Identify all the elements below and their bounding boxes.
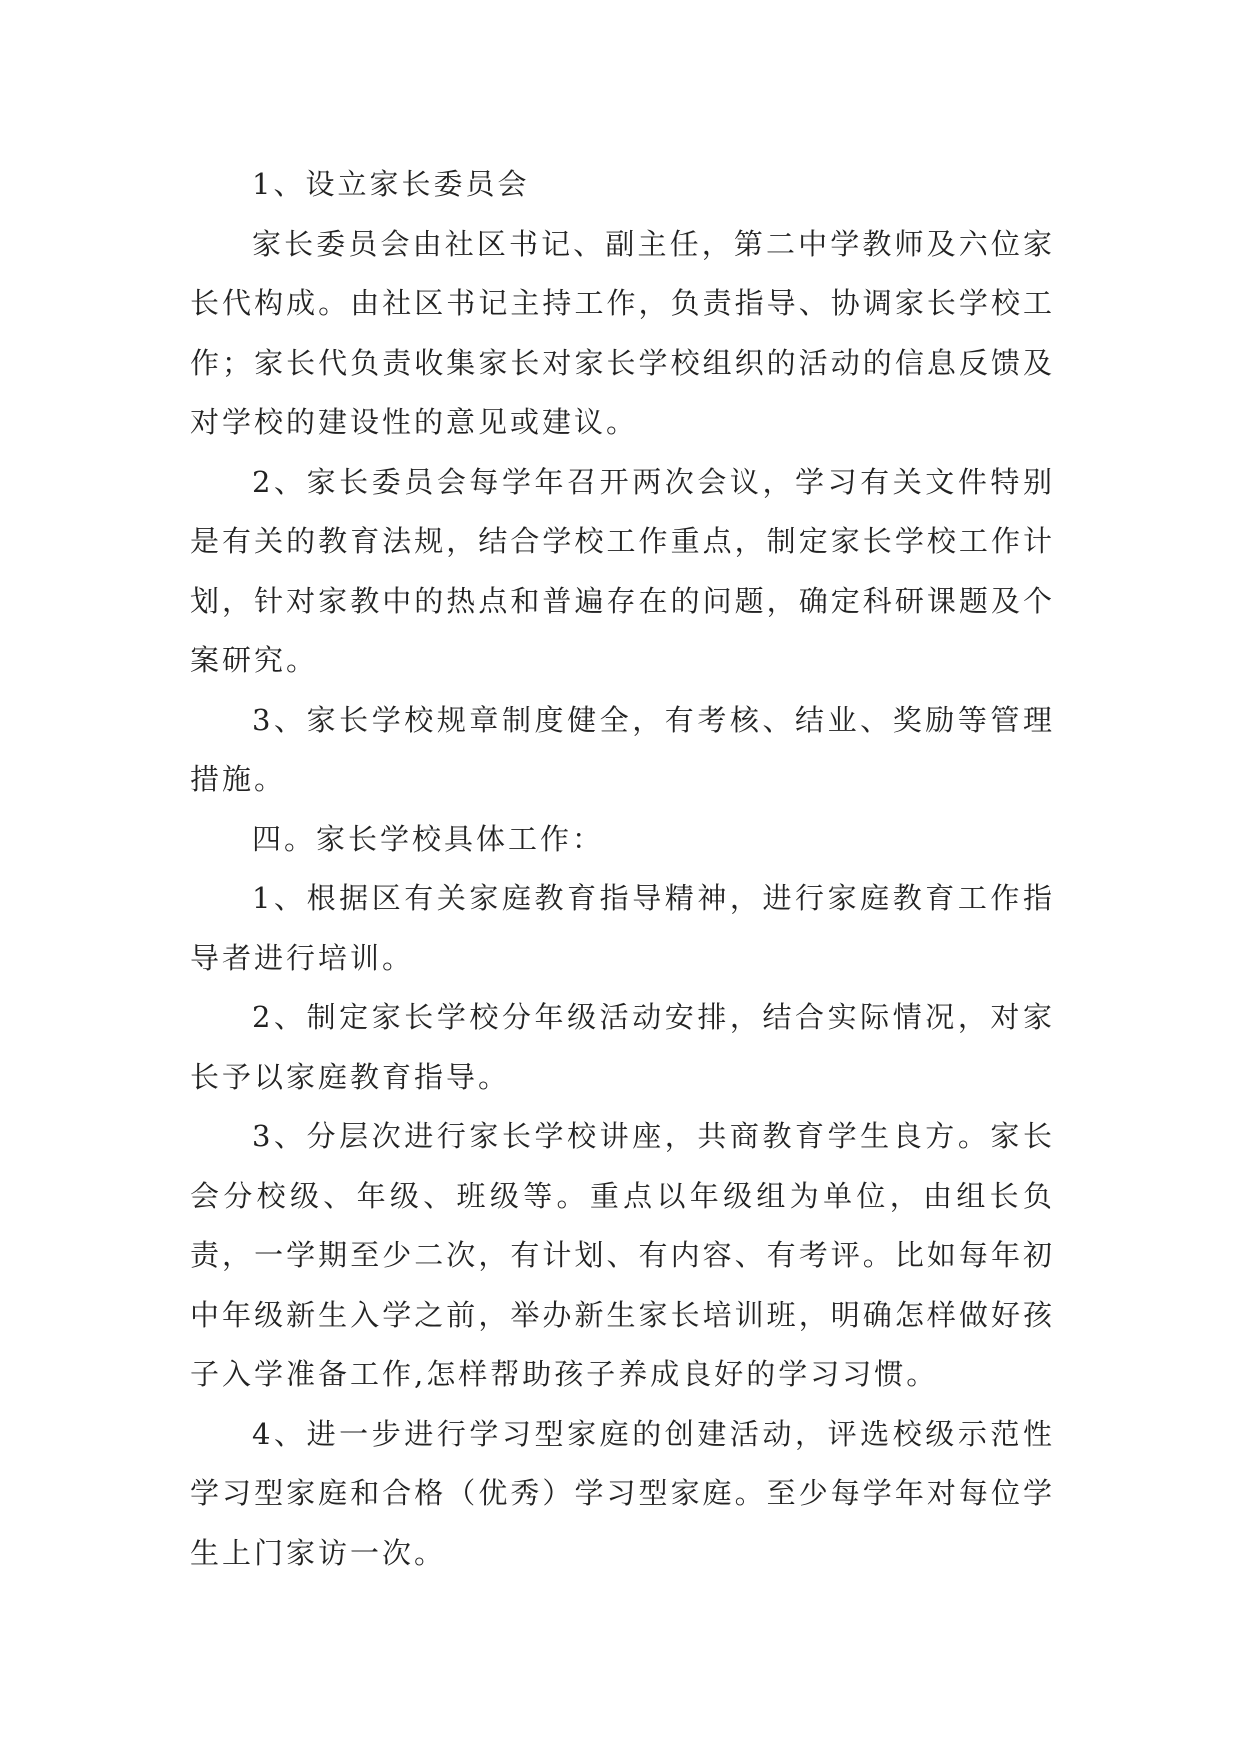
- paragraph-activity-plan: 2、制定家长学校分年级活动安排，结合实际情况，对家长予以家庭教育指导。: [190, 1000, 1055, 1094]
- document-body: [190, 155, 1055, 1583]
- paragraph-section-four-heading: 四。家长学校具体工作：: [252, 821, 605, 856]
- paragraph-committee-composition: 家长委员会由社区书记、副主任，第二中学教师及六位家长代构成。由社区书记主持工作，负责指导、协调家长学校工作；家长代负责收集家长对家长学校组织的活动的信息反馈及对学校的建设性的意见或建议。: [190, 226, 1055, 439]
- paragraph-training: 1、根据区有关家庭教育指导精神，进行家庭教育工作指导者进行培训。: [190, 881, 1055, 975]
- paragraph-committee-meetings: 2、家长委员会每学年召开两次会议，学习有关文件特别是有关的教育法规，结合学校工作重点，制定家长学校工作计划，针对家教中的热点和普遍存在的问题，确定科研课题及个案研究。: [190, 464, 1055, 677]
- paragraph-learning-families: 4、进一步进行学习型家庭的创建活动，评选校级示范性学习型家庭和合格（优秀）学习型家庭。至少每学年对每位学生上门家访一次。: [190, 1416, 1055, 1570]
- paragraph-committee-heading: 1、设立家长委员会: [252, 167, 530, 201]
- paragraph-school-rules: 3、家长学校规章制度健全，有考核、结业、奖励等管理措施。: [190, 702, 1055, 796]
- paragraph-lectures: 3、分层次进行家长学校讲座，共商教育学生良方。家长会分校级、年级、班级等。重点以年级组为单位，由组长负责，一学期至少二次，有计划、有内容、有考评。比如每年初中年级新生入学之前，举办新生家长培训班，明确怎样做好孩子入学准备工作,怎样帮助孩子养成良好的学习习惯。: [190, 1119, 1055, 1391]
